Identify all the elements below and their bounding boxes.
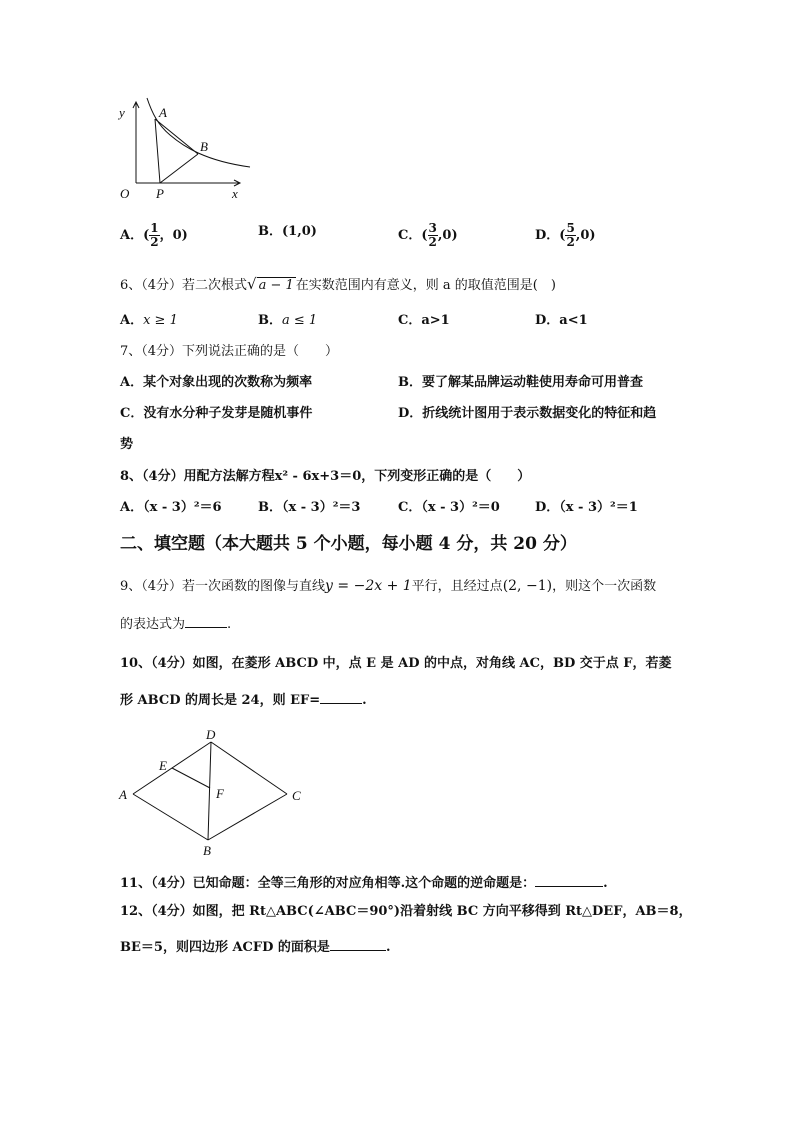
segment-bp xyxy=(160,154,198,183)
q5-option-b: B．(1,0) xyxy=(258,224,317,239)
q12-line2: BE＝5，则四边形 ACFD 的面积是 . xyxy=(120,937,390,956)
q6-stem: 6、（4分）若二次根式√ a − 1 在实数范围内有意义，则 a 的取值范围是( ) xyxy=(120,275,556,293)
q8-option-a: A．（x - 3）²＝6 xyxy=(120,500,222,515)
q7-option-a: A．某个对象出现的次数称为频率 xyxy=(120,375,313,390)
q12-line1: 12、（4分）如图，把 Rt△ABC(∠ABC＝90°)沿着射线 BC 方向平移得到 Rt△DEF，AB＝8， xyxy=(120,904,692,919)
q7-option-c: C．没有水分种子发芽是随机事件 xyxy=(120,406,313,421)
label-o: O xyxy=(120,186,130,201)
q11-answer-blank[interactable] xyxy=(535,873,603,887)
section-title: 二、填空题（本大题共 5 个小题，每小题 4 分，共 20 分） xyxy=(120,534,577,554)
segment-ef xyxy=(172,768,210,788)
diagonal-bd xyxy=(208,742,211,840)
q12-answer-blank[interactable] xyxy=(330,937,386,951)
q5-option-a: A．( $\frac{1}{2}$ ，0) xyxy=(120,221,188,249)
label-c: C xyxy=(292,788,301,803)
label-p: P xyxy=(156,186,164,201)
label-b: B xyxy=(200,139,208,154)
q6-radicand: a − 1 xyxy=(258,278,294,293)
rhombus-figure xyxy=(115,728,315,860)
q10-line2: 形 ABCD 的周长是 24，则 EF= . xyxy=(120,690,367,709)
q6-option-c: C．a>1 xyxy=(398,313,450,328)
hyperbola-figure xyxy=(110,95,260,205)
q9-answer-blank[interactable] xyxy=(185,614,227,628)
q5-option-c: C．( $\frac{3}{2}$ ,0) xyxy=(398,221,458,249)
q8-option-d: D．（x - 3）²＝1 xyxy=(535,500,638,515)
q9-line1: 9、（4分）若一次函数的图像与直线y = −2x + 1平行，且经过点(2, −1)，则这个一次函数 xyxy=(120,578,657,594)
q7-option-d: D．折线统计图用于表示数据变化的特征和趋 xyxy=(398,406,657,421)
q7-option-b: B．要了解某品牌运动鞋使用寿命可用普查 xyxy=(398,375,643,390)
label-b: B xyxy=(203,843,211,858)
label-y: y xyxy=(119,105,125,120)
q7-stem: 7、（4分）下列说法正确的是（ ） xyxy=(120,344,339,359)
label-f: F xyxy=(216,786,224,801)
segment-ap xyxy=(155,119,160,183)
label-a: A xyxy=(159,105,167,120)
label-a: A xyxy=(119,787,127,802)
q8-option-c: C．（x - 3）²＝0 xyxy=(398,500,500,515)
q8-option-b: B．（x - 3）²＝3 xyxy=(258,500,361,515)
q6-option-a: A．x ≥ 1 xyxy=(120,313,178,328)
side-ba xyxy=(133,794,208,840)
q5-option-d: D．( $\frac{5}{2}$ ,0) xyxy=(535,221,596,249)
segment-ab xyxy=(155,119,198,154)
q8-stem: 8、（4分）用配方法解方程x² - 6x+3＝0，下列变形正确的是（ ） xyxy=(120,469,531,484)
q11: 11、（4分）已知命题：全等三角形的对应角相等.这个命题的逆命题是： . xyxy=(120,873,608,892)
q6-option-b: B．a ≤ 1 xyxy=(258,313,318,328)
q9-line2: 的表达式为 . xyxy=(120,614,231,633)
q6-option-d: D．a<1 xyxy=(535,313,588,328)
label-d: D xyxy=(206,727,216,742)
q10-line1: 10、（4分）如图，在菱形 ABCD 中，点 E 是 AD 的中点，对角线 AC，BD 交于点 F，若菱 xyxy=(120,656,672,671)
q10-answer-blank[interactable] xyxy=(320,690,362,704)
label-e: E xyxy=(159,758,167,773)
q7-option-d-continued: 势 xyxy=(120,437,134,452)
label-x: x xyxy=(232,186,238,201)
